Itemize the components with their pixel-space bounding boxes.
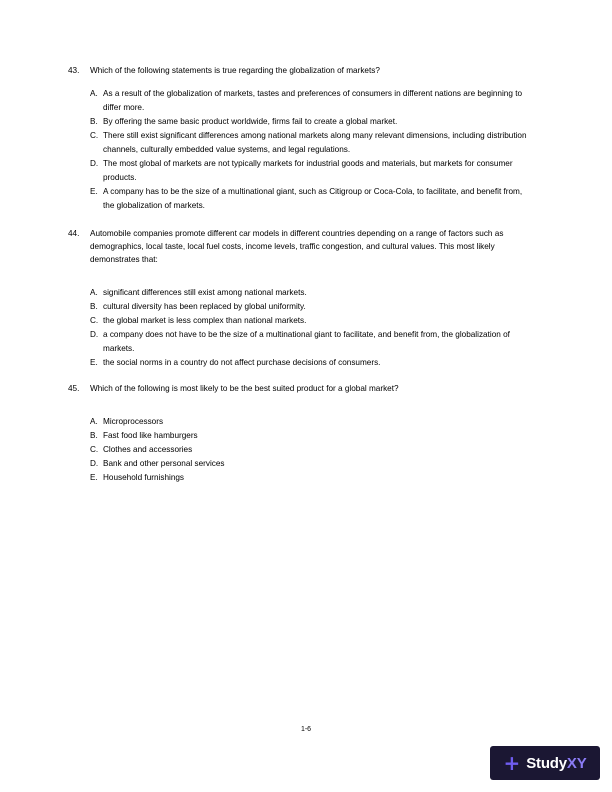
brand-label	[526, 755, 586, 772]
question-block	[68, 382, 528, 485]
option-text: Microprocessors	[103, 417, 164, 426]
question-heading	[68, 382, 528, 395]
option-letter: D.	[90, 159, 99, 168]
option-letter: C.	[90, 316, 99, 325]
option-letter: D.	[90, 330, 99, 339]
plus-icon: +	[503, 751, 521, 775]
answer-option[interactable]	[90, 471, 528, 485]
question-text: Which of the following is most likely to be the best suited product for a global market?	[90, 384, 399, 393]
answer-option[interactable]	[90, 457, 528, 471]
option-text: Clothes and accessories	[103, 445, 193, 454]
answer-options	[68, 415, 528, 485]
option-letter: D.	[90, 459, 99, 468]
question-heading	[68, 64, 528, 77]
brand-accent: XY	[566, 754, 587, 772]
option-text: cultural diversity has been replaced by global uniformity.	[103, 302, 306, 311]
option-letter: E.	[90, 358, 98, 367]
option-text: significant differences still exist among national markets.	[103, 288, 307, 297]
option-text: the social norms in a country do not affect purchase decisions of consumers.	[103, 358, 381, 367]
option-text: As a result of the globalization of markets, tastes and preferences of consumers in different nations are beginning to differ more.	[103, 89, 523, 112]
option-letter: B.	[90, 431, 98, 440]
answer-option[interactable]	[90, 443, 528, 457]
answer-option[interactable]	[90, 314, 528, 328]
option-text: Household furnishings	[103, 473, 185, 482]
answer-option[interactable]	[90, 415, 528, 429]
option-letter: C.	[90, 445, 99, 454]
question-list	[68, 64, 528, 493]
question-text: Which of the following statements is true regarding the globalization of markets?	[90, 66, 380, 75]
option-letter: E.	[90, 187, 98, 196]
answer-option[interactable]	[90, 185, 528, 213]
answer-option[interactable]	[90, 356, 528, 370]
answer-options	[68, 87, 528, 213]
question-text: Automobile companies promote different car models in different countries depending on a range of factors such as demographics, local taste, local fuel costs, income levels, traffic congestion, and cultural values. This most likely demonstrates that:	[90, 229, 504, 264]
option-letter: A.	[90, 89, 98, 98]
answer-option[interactable]	[90, 157, 528, 185]
question-number: 43.	[68, 66, 80, 75]
answer-options	[68, 286, 528, 370]
brand-main: Study	[526, 754, 567, 772]
answer-option[interactable]	[90, 115, 528, 129]
answer-option[interactable]	[90, 328, 528, 356]
studyxy-watermark[interactable]	[490, 746, 600, 780]
answer-option[interactable]	[90, 87, 528, 115]
answer-option[interactable]	[90, 429, 528, 443]
answer-option[interactable]	[90, 286, 528, 300]
option-text: the global market is less complex than national markets.	[103, 316, 307, 325]
option-letter: B.	[90, 302, 98, 311]
option-text: Fast food like hamburgers	[103, 431, 198, 440]
question-number: 45.	[68, 384, 80, 393]
option-text: By offering the same basic product worldwide, firms fail to create a global market.	[103, 117, 398, 126]
option-letter: E.	[90, 473, 98, 482]
answer-option[interactable]	[90, 129, 528, 157]
option-text: There still exist significant differences among national markets along many relevant dimensions, including distribution channels, culturally embedded value systems, and legal regulations.	[103, 131, 527, 154]
question-heading	[68, 227, 528, 266]
option-letter: C.	[90, 131, 99, 140]
option-letter: A.	[90, 288, 98, 297]
answer-option[interactable]	[90, 300, 528, 314]
option-letter: B.	[90, 117, 98, 126]
question-block	[68, 64, 528, 213]
question-number: 44.	[68, 229, 80, 238]
option-text: The most global of markets are not typically markets for industrial goods and materials, but markets for consumer products.	[103, 159, 513, 182]
option-text: A company has to be the size of a multinational giant, such as Citigroup or Coca-Cola, to facilitate, and benefit from, the globalization of markets.	[103, 187, 523, 210]
question-block	[68, 227, 528, 370]
option-text: a company does not have to be the size of a multinational giant to facilitate, and benefit from, the globalization of markets.	[103, 330, 510, 353]
option-letter: A.	[90, 417, 98, 426]
option-text: Bank and other personal services	[103, 459, 225, 468]
page-number: 1-6	[300, 726, 312, 733]
